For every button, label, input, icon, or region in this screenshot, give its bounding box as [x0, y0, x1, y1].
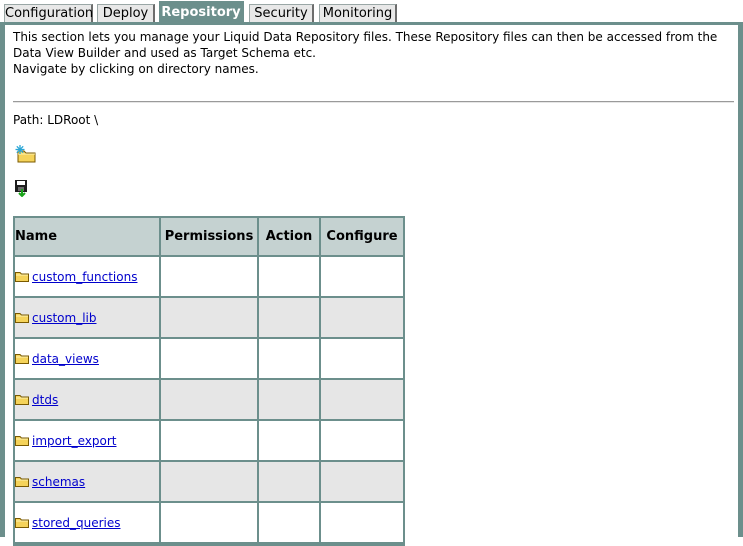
tab-repository[interactable]: Repository [159, 1, 244, 23]
action-cell [259, 421, 321, 462]
name-cell [15, 462, 161, 503]
configure-cell [321, 339, 403, 380]
repository-table [13, 216, 405, 546]
name-cell [15, 380, 161, 421]
intro-line-2: Navigate by clicking on directory names. [13, 62, 259, 76]
divider [13, 101, 734, 103]
tab-configuration[interactable]: Configuration [5, 6, 94, 21]
configure-cell [321, 257, 403, 298]
permissions-cell [161, 462, 259, 503]
directory-link[interactable]: schemas [32, 474, 86, 489]
action-cell [259, 503, 321, 544]
directory-link[interactable]: custom_functions [32, 269, 138, 284]
column-header-permissions: Permissions [161, 218, 259, 257]
name-cell [15, 257, 161, 298]
permissions-cell [161, 503, 259, 544]
tab-strip [0, 0, 743, 23]
name-cell [15, 298, 161, 339]
directory-link[interactable]: stored_queries [32, 515, 121, 530]
table-header-row [15, 218, 403, 257]
folder-icon [15, 312, 29, 323]
action-cell [259, 257, 321, 298]
column-header-configure: Configure [321, 218, 403, 257]
table-row [15, 257, 403, 298]
column-header-name: Name [15, 218, 161, 257]
save-icon[interactable] [14, 179, 30, 197]
permissions-cell [161, 257, 259, 298]
folder-icon [15, 394, 29, 405]
tab-deploy[interactable]: Deploy [97, 4, 155, 22]
content-frame [0, 25, 743, 537]
name-cell [15, 503, 161, 544]
tab-security[interactable]: Security [249, 4, 314, 22]
permissions-cell [161, 380, 259, 421]
folder-icon [15, 271, 29, 282]
permissions-cell [161, 421, 259, 462]
folder-icon [15, 476, 29, 487]
table-row [15, 503, 403, 544]
directory-link[interactable]: data_views [32, 351, 99, 366]
permissions-cell [161, 298, 259, 339]
tab-monitoring[interactable]: Monitoring [319, 4, 397, 22]
folder-icon [15, 353, 29, 364]
action-cell [259, 462, 321, 503]
table-row [15, 380, 403, 421]
intro-line-1: This section lets you manage your Liquid Data Repository files. These Repository files can then be accessed from the Data View Builder and used as Target Schema etc. [13, 30, 718, 60]
name-cell [15, 339, 161, 380]
new-folder-icon[interactable] [15, 145, 37, 163]
configure-cell [321, 421, 403, 462]
action-cell [259, 298, 321, 339]
permissions-cell [161, 339, 259, 380]
column-header-action: Action [259, 218, 321, 257]
configure-cell [321, 380, 403, 421]
directory-link[interactable]: import_export [32, 433, 117, 448]
configure-cell [321, 503, 403, 544]
name-cell [15, 421, 161, 462]
table-row [15, 462, 403, 503]
table-row [15, 421, 403, 462]
configure-cell [321, 298, 403, 339]
directory-link[interactable]: custom_lib [32, 310, 97, 325]
intro-text [13, 29, 733, 77]
folder-icon [15, 435, 29, 446]
table-row [15, 339, 403, 380]
directory-link[interactable]: dtds [32, 392, 59, 407]
folder-icon [15, 517, 29, 528]
action-cell [259, 380, 321, 421]
path-label: Path: LDRoot \ [13, 113, 99, 127]
action-cell [259, 339, 321, 380]
table-row [15, 298, 403, 339]
configure-cell [321, 462, 403, 503]
